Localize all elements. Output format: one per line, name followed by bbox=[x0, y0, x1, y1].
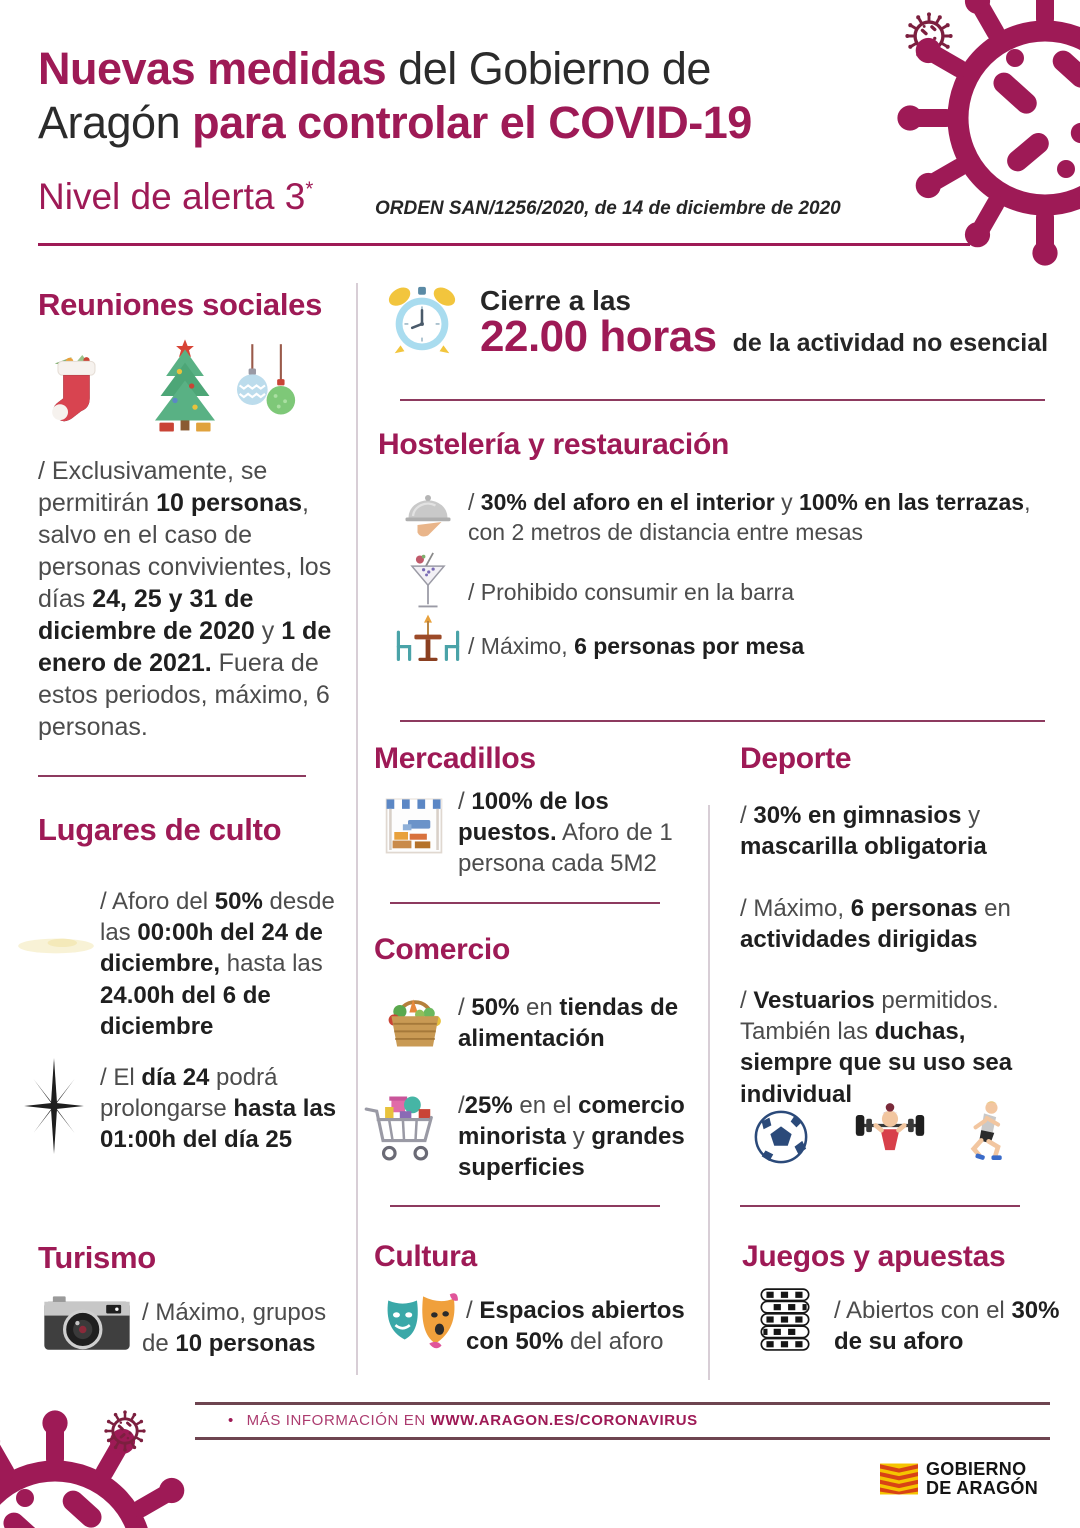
closure-suffix: de la actividad no esencial bbox=[732, 329, 1049, 357]
page-title-line1: Nuevas medidas del Gobierno de bbox=[38, 43, 711, 94]
deporte-item-1: / 30% en gimnasios y mascarilla obligatoria bbox=[740, 802, 987, 861]
christmas-stocking-icon bbox=[40, 345, 114, 437]
section-title-hosteleria: Hostelería y restauración bbox=[378, 428, 729, 461]
gobierno-aragon-logo bbox=[880, 1460, 1038, 1498]
section-title-culto: Lugares de culto bbox=[38, 812, 282, 847]
poker-chips-icon bbox=[754, 1285, 816, 1353]
logo-text bbox=[926, 1460, 1038, 1498]
footer-bullet: • bbox=[228, 1412, 234, 1429]
section-title-comercio: Comercio bbox=[374, 933, 510, 966]
footer-line-bottom bbox=[195, 1437, 1050, 1440]
comercio-item-1: / 50% en tiendas de alimentación bbox=[458, 994, 679, 1053]
turismo-item-1: / Máximo, grupos de 10 personas bbox=[142, 1299, 327, 1358]
page-title bbox=[38, 42, 898, 150]
hosteleria-divider bbox=[400, 720, 1045, 722]
footer-large-virus-icon bbox=[0, 1408, 205, 1528]
hosteleria-item-3: / Máximo, 6 personas por mesa bbox=[468, 633, 805, 659]
table-chairs-icon bbox=[392, 612, 464, 670]
shopping-cart-icon bbox=[362, 1086, 446, 1170]
mid-divider-1 bbox=[390, 902, 660, 904]
closure-time-row bbox=[480, 312, 1048, 362]
runner-icon bbox=[956, 1095, 1012, 1169]
column-divider-1 bbox=[356, 283, 358, 1375]
candle-icon bbox=[14, 930, 98, 962]
theater-masks-icon bbox=[378, 1288, 460, 1352]
weightlifter-icon bbox=[852, 1098, 928, 1170]
alert-level: Nivel de alerta 3* bbox=[38, 176, 314, 217]
section-title-turismo: Turismo bbox=[38, 1240, 156, 1275]
comercio-item-2: /25% en el comercio minorista y grandes superficies bbox=[458, 1092, 685, 1182]
section-title-reuniones: Reuniones sociales bbox=[38, 287, 323, 322]
order-reference: ORDEN SAN/1256/2020, de 14 de diciembre de 2020 bbox=[375, 198, 841, 219]
market-stall-icon bbox=[384, 796, 444, 856]
baubles-icon bbox=[228, 340, 302, 434]
right-divider-1 bbox=[740, 1205, 1020, 1207]
cultura-item-1: / Espacios abiertos con 50% del aforo bbox=[466, 1297, 685, 1356]
footer-info-url: WWW.ARAGON.ES/CORONAVIRUS bbox=[430, 1412, 698, 1429]
deporte-item-2: / Máximo, 6 personas en actividades dirigidas bbox=[740, 895, 1011, 954]
deporte-item-3: / Vestuarios permitidos. También las duchas, siempre que su uso sea individual bbox=[740, 987, 1013, 1108]
large-virus-icon bbox=[895, 0, 1080, 268]
star-icon bbox=[22, 1058, 86, 1154]
closure-divider bbox=[400, 399, 1045, 401]
hosteleria-item-2: / Prohibido consumir en la barra bbox=[468, 579, 794, 605]
juegos-item-1: / Abiertos con el 30% de su aforo bbox=[834, 1297, 1060, 1356]
alarm-clock-icon bbox=[383, 282, 461, 362]
mercadillos-item-1: / 100% de los puestos. Aforo de 1 persona cada 5M2 bbox=[458, 788, 673, 878]
hosteleria-item-1: / 30% del aforo en el interior y 100% en las terrazas, con 2 metros de distancia entre mesas bbox=[468, 489, 1031, 545]
closure-line1: Cierre a las bbox=[480, 285, 631, 316]
section-title-cultura: Cultura bbox=[374, 1240, 477, 1273]
culto-item-1: / Aforo del 50% desde las 00:00h del 24 de diciembre, hasta las 24.00h del 6 de diciembre bbox=[100, 888, 335, 1040]
closure-time: 22.00 horas bbox=[480, 312, 717, 361]
mid-divider-2 bbox=[390, 1205, 660, 1207]
soccer-ball-icon bbox=[752, 1108, 810, 1166]
alert-asterisk: * bbox=[305, 178, 314, 201]
footer-small-virus-icon bbox=[104, 1410, 146, 1452]
reuniones-body: / Exclusivamente, se permitirán 10 personas, salvo en el caso de personas convivientes, los días 24, 25 y 31 de diciembre de 2020 y 1 de enero de 2021. Fuera de estos periodos, máximo, 6 personas. bbox=[38, 457, 332, 741]
logo-line2: DE ARAGÓN bbox=[926, 1477, 1039, 1498]
footer-info bbox=[228, 1412, 698, 1429]
aragon-flag-icon bbox=[880, 1461, 918, 1497]
serving-cloche-icon bbox=[398, 486, 458, 546]
footer-info-prefix: MÁS INFORMACIÓN EN bbox=[246, 1412, 431, 1429]
christmas-tree-icon bbox=[146, 336, 224, 436]
section-title-juegos: Juegos y apuestas bbox=[742, 1240, 1006, 1273]
culto-item-2: / El día 24 podrá prolongarse hasta las 01:00h del día 25 bbox=[100, 1064, 337, 1154]
section-title-mercadillos: Mercadillos bbox=[374, 742, 536, 775]
camera-icon bbox=[42, 1290, 132, 1354]
section-title-deporte: Deporte bbox=[740, 742, 852, 775]
cocktail-icon bbox=[406, 548, 450, 618]
logo-line1: GOBIERNO bbox=[926, 1459, 1027, 1479]
left-divider-1 bbox=[38, 775, 306, 777]
footer-line-top bbox=[195, 1402, 1050, 1405]
header-divider bbox=[38, 243, 970, 246]
page-title-line2: Aragón para controlar el COVID-19 bbox=[38, 97, 752, 148]
food-basket-icon bbox=[382, 988, 448, 1054]
